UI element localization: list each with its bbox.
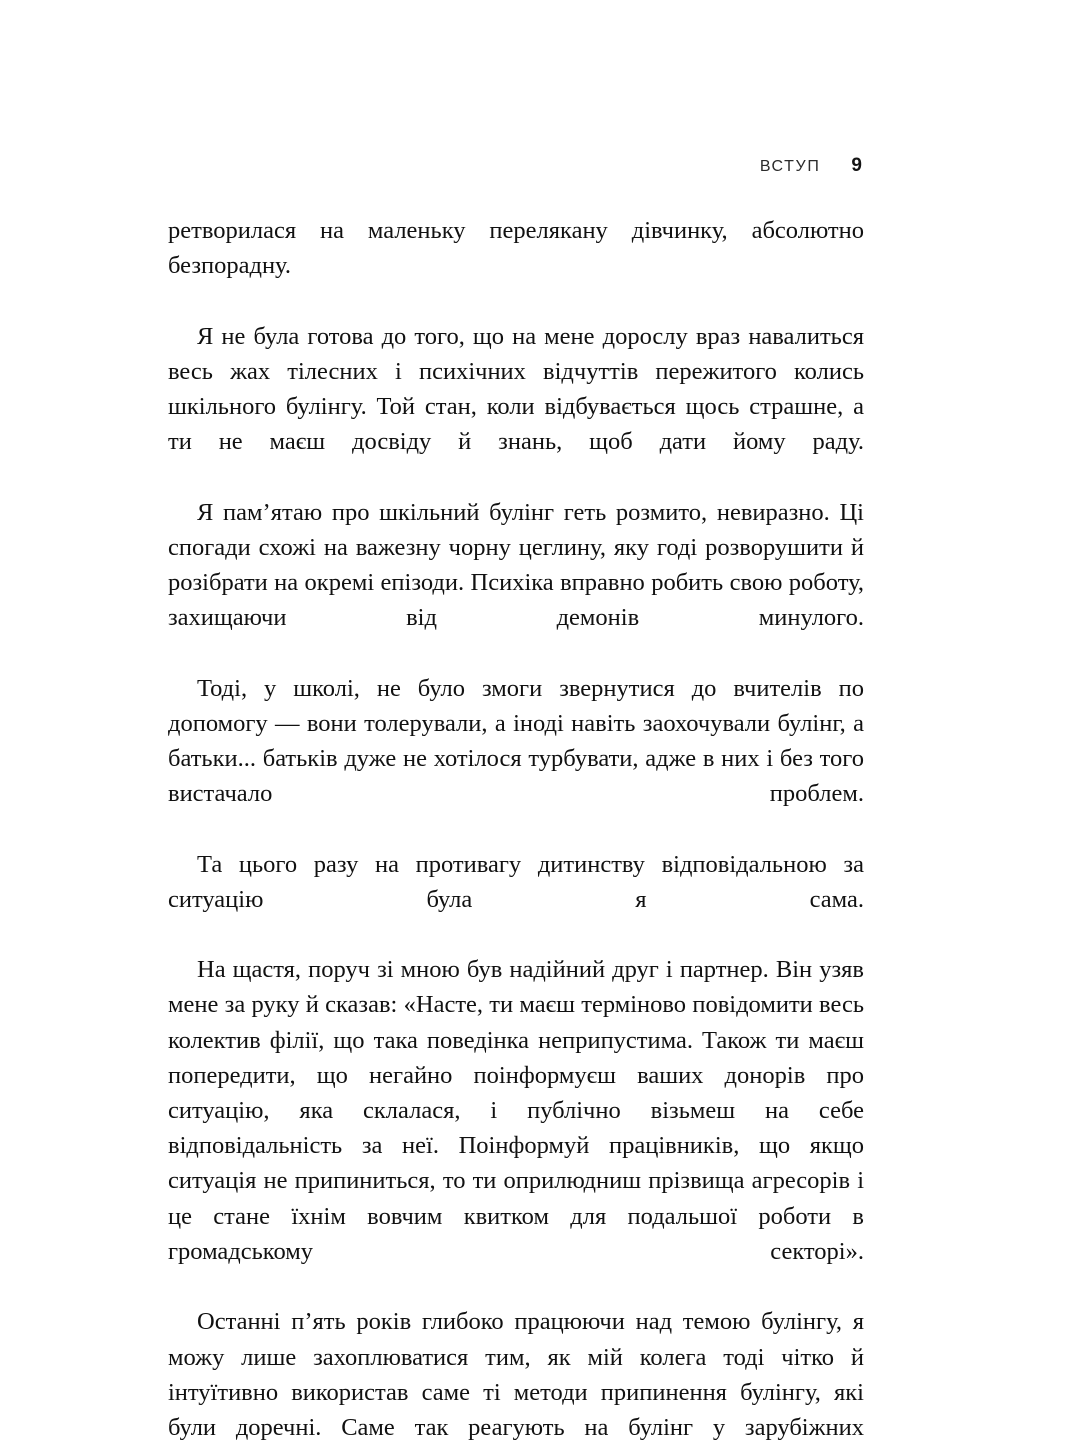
paragraph: Тоді, у школі, не було змоги звернутися до вчителів по допомогу — вони толерували, а іноді навіть заохочували булінг, а батьки... батьків дуже не хотілося турбувати, адже в них і без того вистачало проблем. xyxy=(168,674,864,808)
paragraph: Я не була готова до того, що на мене дорослу враз навалиться весь жах тілесних і психічних відчуттів пережитого колись шкільного булінгу. Той стан, коли відбувається щось страшне, а ти не маєш досвіду й знань, щоб дати йому раду. xyxy=(168,322,864,456)
paragraph: Та цього разу на противагу дитинству відповідальною за ситуацію була я сама. xyxy=(168,850,864,913)
page-number: 9 xyxy=(851,155,862,176)
paragraph: Я пам’ятаю про шкільний булінг геть розмито, невиразно. Ці спогади схожі на важезну чорну цеглину, яку годі розворушити й розібрати на окремі епізоди. Психіка вправно робить свою роботу, захищаючи від демонів минулого. xyxy=(168,498,864,632)
running-head-title: ВСТУП xyxy=(759,158,821,175)
paragraph: На щастя, поруч зі мною був надійний друг і партнер. Він узяв мене за руку й сказав: «Насте, ти маєш терміново повідомити весь колектив філії, що така поведінка неприпустима. Також ти маєш попередити, що негайно поінформуєш ваших донорів про ситуацію, яка склалася, і публічно візьмеш на себе відповідальність за неї. Поінформуй працівників, що якщо ситуація не припиниться, то ти оприлюдниш прізвища агресорів і це стане їхнім вовчим квитком для подальшої роботи в громадському секторі». xyxy=(168,956,864,1265)
paragraph: ретворилася на маленьку перелякану дівчинку, абсолютно безпорадну. xyxy=(168,217,864,280)
running-head xyxy=(168,155,862,181)
paragraph: Останні п’ять років глибоко працюючи над темою булінгу, я можу лише захоплюватися тим, як мій колега тоді чітко й інтуїтивно використав саме ті методи припинення булінгу, які були доречні. Саме так реагують на булінг у зарубіжних xyxy=(168,1308,864,1440)
body-text-block xyxy=(168,213,864,1440)
